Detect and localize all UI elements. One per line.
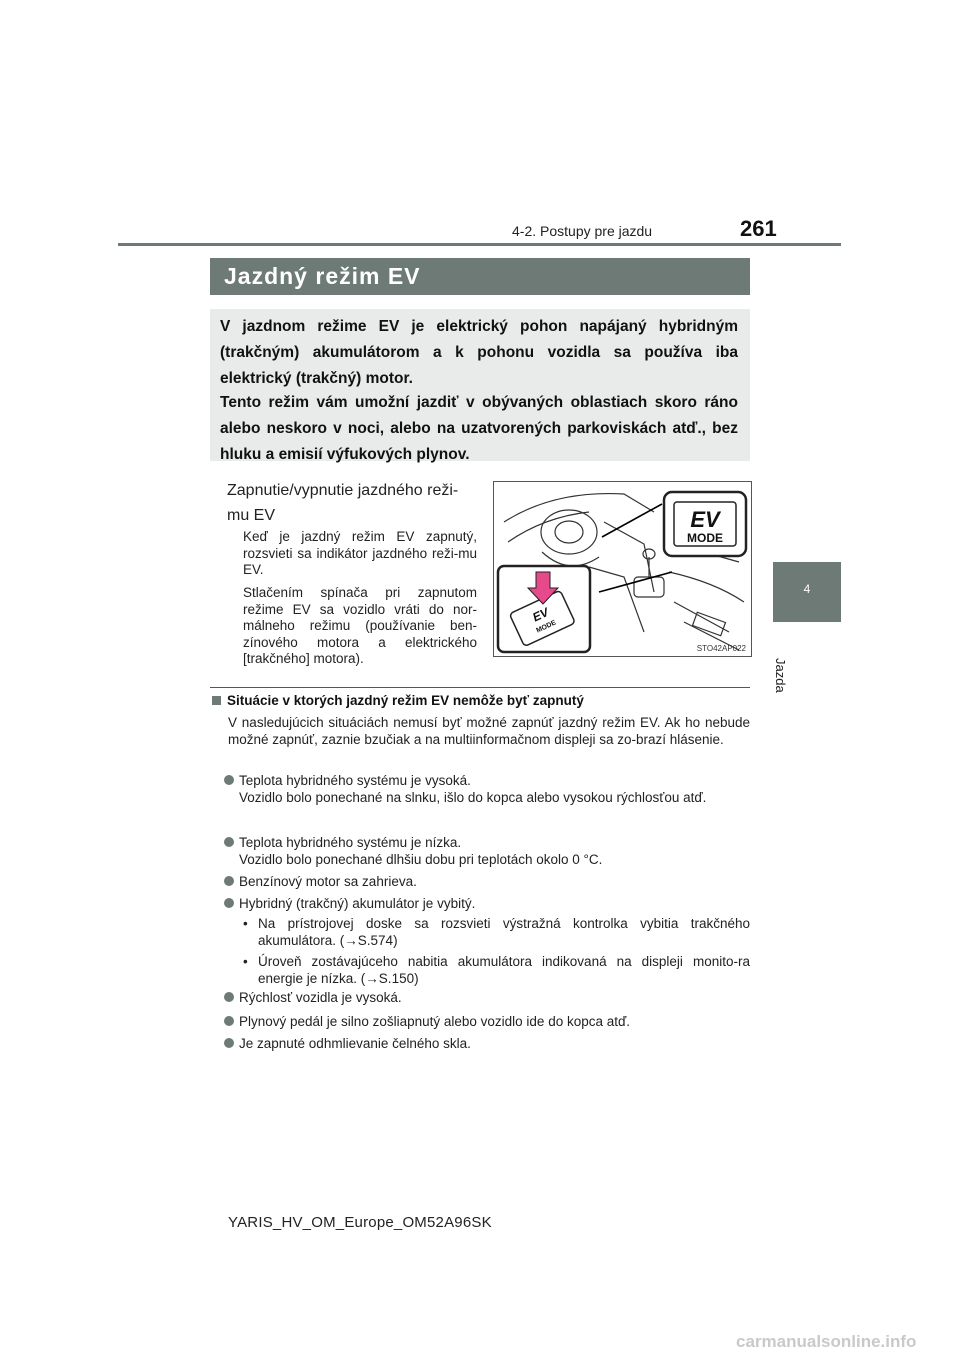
watermark: carmanualsonline.info [736, 1332, 917, 1351]
section-divider [210, 687, 750, 688]
bullet-icon [224, 837, 234, 847]
page-title: Jazdný režim EV [224, 263, 421, 289]
ev-switch-paragraph-1: Keď je jazdný režim EV zapnutý, rozsvieti sa indikátor jazdného reži-mu EV. [243, 529, 477, 577]
list-item-line-2: Vozidlo bolo ponechané na slnku, išlo do kopca alebo vysokou rýchlosťou atď. [239, 790, 707, 805]
list-item [228, 834, 750, 868]
inset-mode-text: MODE [535, 619, 558, 635]
sub-item [243, 953, 750, 987]
chapter-label: Jazda [773, 658, 788, 693]
button-press-inset [498, 566, 590, 652]
list-item-line-1: Hybridný (trakčný) akumulátor je vybitý. [239, 896, 476, 911]
bullet-icon [224, 898, 234, 908]
bullet-icon [224, 992, 234, 1002]
inset-ev-text: EV [530, 605, 551, 625]
list-item [228, 989, 750, 1006]
ev-switch-paragraph-2: Stlačením spínača pri zapnutom režime EV sa vozidlo vráti do nor-málneho režimu (používanie ben-zínového motora a elektrického [trakčného] motora). [243, 585, 477, 666]
chapter-tab [773, 562, 841, 622]
list-item-line-1: Teplota hybridného systému je nízka. [239, 835, 462, 850]
intro-paragraph-1: V jazdnom režime EV je elektrický pohon napájaný hybridným (trakčným) akumulátorom a k pohonu vozidla sa používa iba elektrický (trakčný) motor. [220, 318, 738, 387]
list-item-line-1: Je zapnuté odhmlievanie čelného skla. [239, 1036, 471, 1051]
title-bar [210, 258, 750, 295]
page-number: 261 [740, 216, 777, 241]
list-item [228, 1035, 750, 1052]
ev-button-text: EV [690, 507, 720, 532]
list-item [228, 895, 750, 912]
list-item-line-1: Teplota hybridného systému je vysoká. [239, 773, 471, 788]
intro-paragraph-2: Tento režim vám umožní jazdiť v obývaných oblastiach skoro ráno alebo neskoro v noci, alebo na uzatvorených parkoviskách atď., bez hluku a emisií výfukových plynov. [220, 394, 738, 463]
list-item-line-1: Plynový pedál je silno zošliapnutý alebo vozidlo ide do kopca atď. [239, 1014, 631, 1029]
section-title: 4-2. Postupy pre jazdu [512, 223, 653, 239]
header-rule [118, 243, 841, 246]
figure-code: STO42AP022 [696, 644, 746, 653]
list-item [228, 873, 750, 890]
mode-button-text: MODE [687, 531, 723, 545]
bullet-icon [224, 1038, 234, 1048]
ev-mode-illustration [493, 481, 752, 657]
intro-box [210, 309, 750, 461]
situations-heading-text: Situácie v ktorých jazdný režim EV nemôže byť zapnutý [227, 693, 584, 708]
list-item-line-2: Vozidlo bolo ponechané dlhšiu dobu pri teplotách okolo 0 °C. [239, 852, 603, 867]
sub-item [243, 915, 750, 949]
situations-intro: V nasledujúcich situáciách nemusí byť možné zapnúť jazdný režim EV. Ak ho nebude možné zapnúť, zaznie bzučiak a na multiinformačnom displeji sa zo-brazí hlásenie. [228, 715, 750, 747]
document-code: YARIS_HV_OM_Europe_OM52A96SK [228, 1214, 492, 1231]
square-bullet-icon [212, 696, 221, 705]
list-item-line-1: Rýchlosť vozidla je vysoká. [239, 990, 402, 1005]
situations-heading [212, 693, 584, 708]
list-item [228, 772, 750, 806]
bullet-icon [224, 775, 234, 785]
bullet-icon [224, 876, 234, 886]
ev-switch-title: Zapnutie/vypnutie jazdného reži-mu EV [227, 482, 459, 524]
chapter-number: 4 [803, 582, 811, 596]
ev-mode-button-zoom [664, 492, 746, 556]
list-item-line-1: Benzínový motor sa zahrieva. [239, 874, 417, 889]
sub-item-text: Úroveň zostávajúceho nabitia akumulátora indikovaná na displeji monito-ra energie je nízka. (→S.150) [258, 954, 750, 986]
sub-item-text: Na prístrojovej doske sa rozsvieti výstražná kontrolka vybitia trakčného akumulátora. (→S.574) [258, 916, 750, 948]
dashboard-drawing [494, 482, 751, 656]
bullet-icon [224, 1016, 234, 1026]
sub-item-marker: • [243, 916, 248, 931]
list-item [228, 1013, 750, 1030]
sub-item-marker: • [243, 954, 248, 969]
